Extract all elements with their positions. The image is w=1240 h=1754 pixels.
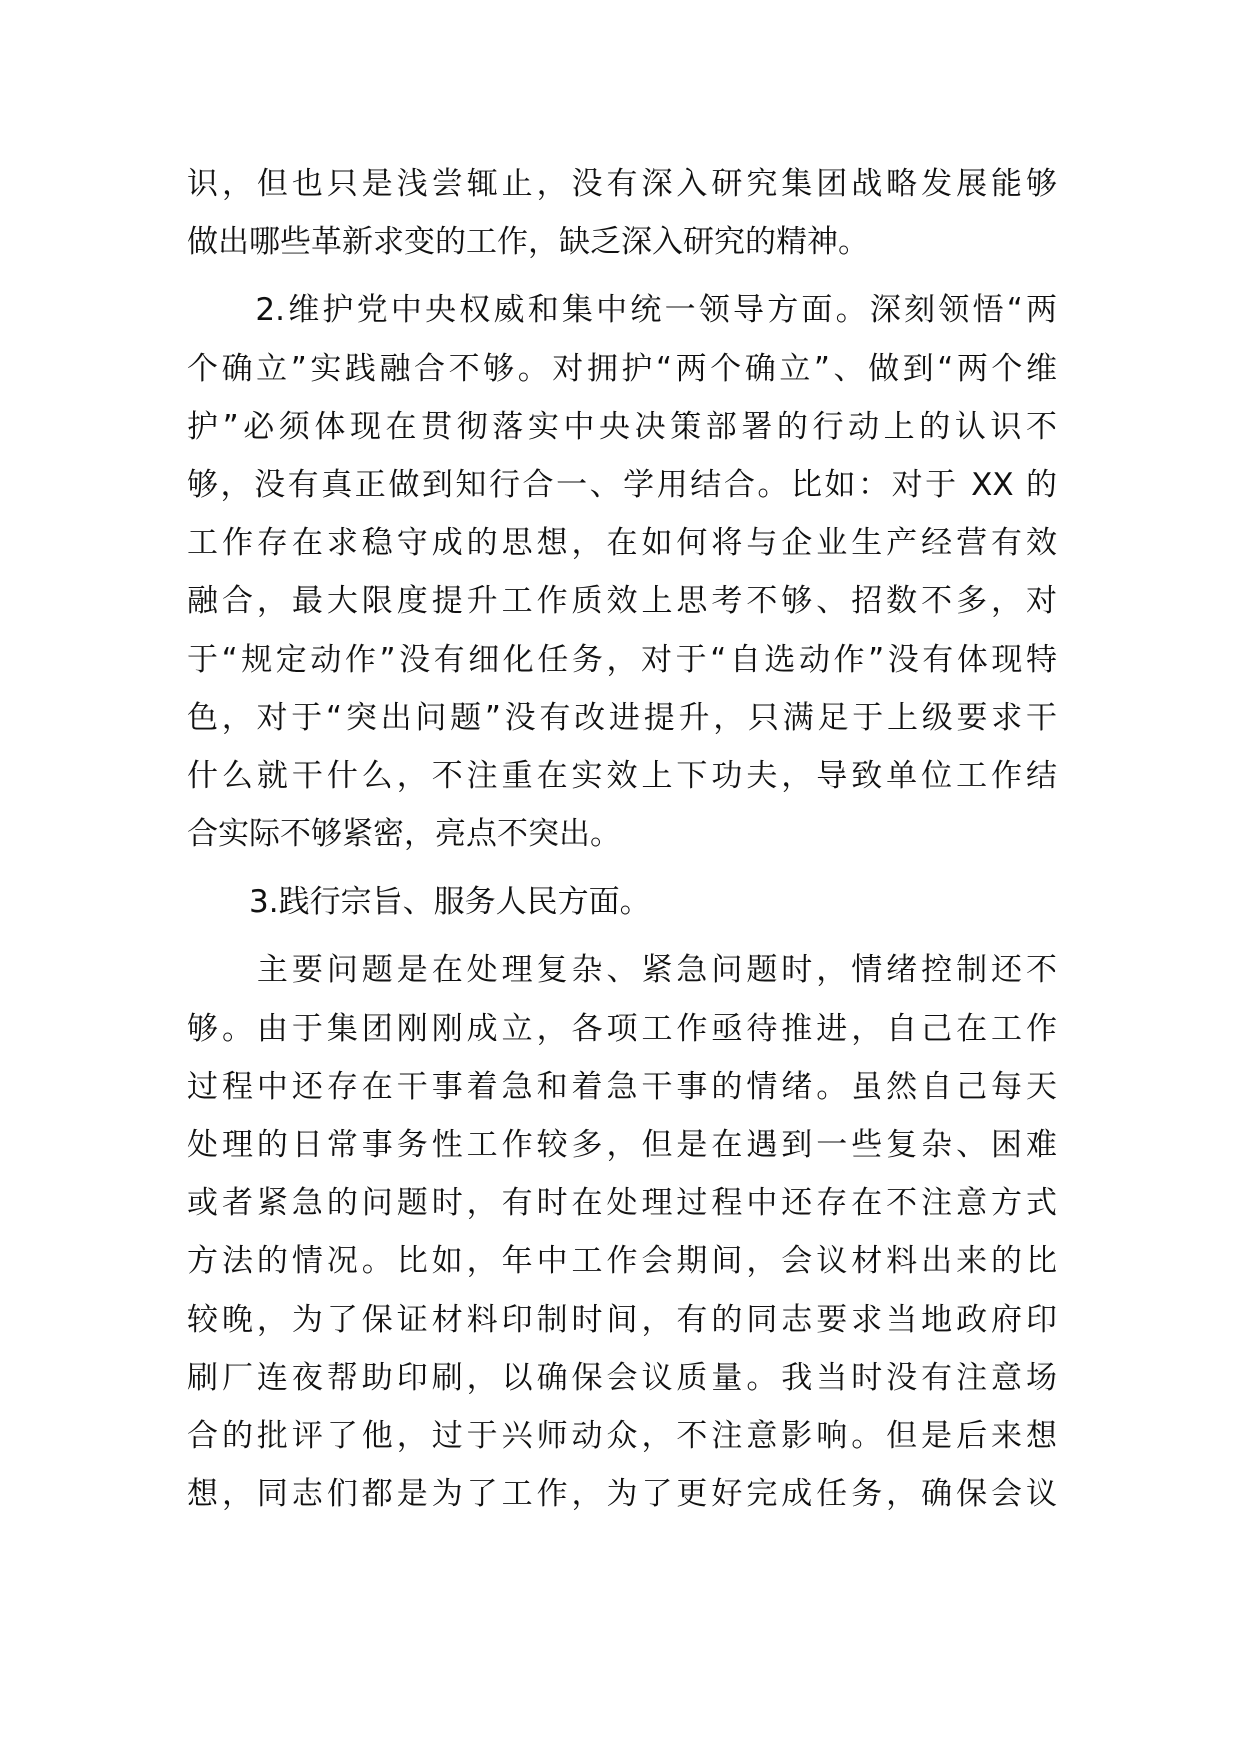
text-line: 够。由于集团刚刚成立，各项工作亟待推进，自己在工作 — [187, 1010, 1057, 1047]
paragraph-main-issue — [187, 941, 1057, 1523]
text-line: 合的批评了他，过于兴师动众，不注意影响。但是后来想 — [187, 1417, 1057, 1454]
text-line: 方法的情况。比如，年中工作会期间，会议材料出来的比 — [187, 1243, 1057, 1280]
text-line: 护”必须体现在贯彻落实中央决策部署的行动上的认识不 — [187, 408, 1057, 445]
text-line: 识，但也只是浅尝辄止，没有深入研究集团战略发展能够 — [187, 166, 1057, 202]
text-line: 融合，最大限度提升工作质效上思考不够、招数不多，对 — [187, 583, 1057, 620]
text-line: 做出哪些革新求变的工作，缺乏深入研究的精神。 — [187, 224, 869, 261]
text-line: 主要问题是在处理复杂、紧急问题时，情绪控制还不 — [187, 952, 1057, 989]
text-line: 或者紧急的问题时，有时在处理过程中还存在不注意方式 — [187, 1185, 1057, 1222]
text-line: 2.维护党中央权威和集中统一领导方面。深刻领悟“两 — [187, 292, 1057, 329]
document-body — [187, 155, 1057, 1533]
text-line: 个确立”实践融合不够。对拥护“两个确立”、做到“两个维 — [187, 350, 1057, 387]
paragraph-section-2 — [187, 281, 1057, 863]
paragraph-section-3-heading — [187, 873, 1057, 931]
text-line: 处理的日常事务性工作较多，但是在遇到一些复杂、困难 — [187, 1127, 1057, 1163]
text-line: 什么就干什么，不注重在实效上下功夫，导致单位工作结 — [187, 757, 1057, 794]
text-line: 想，同志们都是为了工作，为了更好完成任务，确保会议 — [187, 1476, 1057, 1513]
text-line: 于“规定动作”没有细化任务，对于“自选动作”没有体现特 — [187, 641, 1057, 678]
text-line: 刷厂连夜帮助印刷，以确保会议质量。我当时没有注意场 — [187, 1359, 1057, 1396]
paragraph-continued — [187, 155, 1057, 271]
text-line: 工作存在求稳守成的思想，在如何将与企业生产经营有效 — [187, 525, 1057, 562]
text-line: 较晚，为了保证材料印制时间，有的同志要求当地政府印 — [187, 1301, 1057, 1338]
section-heading: 3.践行宗旨、服务人民方面。 — [187, 884, 651, 921]
text-line: 合实际不够紧密，亮点不突出。 — [187, 816, 621, 853]
text-line: 够，没有真正做到知行合一、学用结合。比如：对于 XX 的 — [187, 466, 1057, 503]
text-line: 色，对于“突出问题”没有改进提升，只满足于上级要求干 — [187, 699, 1057, 736]
text-line: 过程中还存在干事着急和着急干事的情绪。虽然自己每天 — [187, 1068, 1057, 1105]
